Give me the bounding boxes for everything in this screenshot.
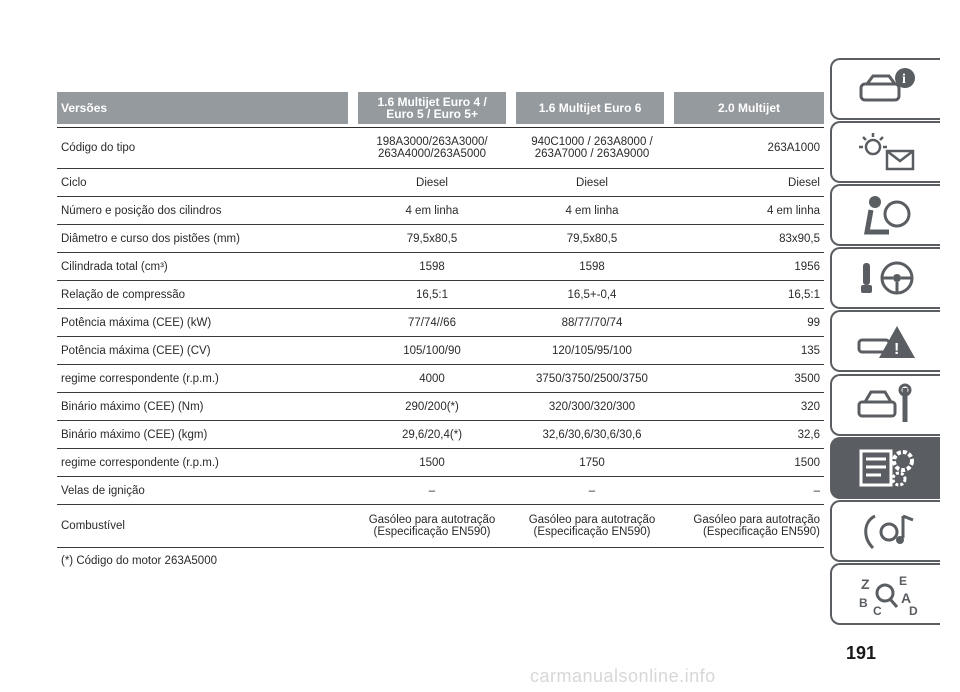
row-value: 1598	[419, 260, 445, 273]
table-row	[57, 505, 824, 548]
row-label: Relação de compressão	[61, 288, 186, 301]
svg-text:E: E	[899, 574, 908, 588]
row-value: 4 em linha	[405, 204, 459, 217]
svg-text:i: i	[902, 72, 906, 87]
row-value: 32,6/30,6/30,6/30,6	[542, 428, 642, 441]
row-label: Potência máxima (CEE) (CV)	[61, 344, 211, 357]
table-row	[57, 337, 824, 365]
row-value: Gasóleo para autotração (Especificação EN590)	[368, 514, 496, 538]
svg-text:Z: Z	[861, 576, 870, 592]
row-label: Combustível	[61, 520, 125, 532]
watermark: carmanualsonline.info	[530, 666, 716, 686]
row-value: 198A3000/263A3000/ 263A4000/263A5000	[376, 136, 488, 160]
header-versions: Versões	[57, 92, 348, 124]
row-value: 3500	[794, 372, 820, 385]
sidebar-tab-accident-warning[interactable]	[830, 310, 940, 372]
row-value: 16,5+-0,4	[567, 288, 617, 301]
svg-text:D: D	[909, 604, 918, 617]
row-value: 4000	[419, 372, 445, 385]
row-value: 77/74//66	[408, 316, 456, 329]
row-value: 120/105/95/100	[552, 344, 632, 357]
row-value: –	[813, 484, 820, 497]
sidebar-tab-multimedia[interactable]	[830, 500, 940, 562]
airbag-seat-icon	[851, 192, 921, 238]
svg-text:C: C	[873, 604, 882, 617]
row-value: Gasóleo para autotração (Especificação EN590)	[528, 514, 656, 538]
table-row	[57, 253, 824, 281]
table-row	[57, 449, 824, 477]
row-value: 1956	[794, 260, 820, 273]
row-value: 1500	[794, 456, 820, 469]
row-value: 1750	[579, 456, 605, 469]
row-label: regime correspondente (r.p.m.)	[61, 372, 219, 385]
table-row	[57, 393, 824, 421]
row-value: 320/300/320/300	[548, 400, 636, 413]
header-col-1: 1.6 Multijet Euro 4 / Euro 5 / Euro 5+	[358, 92, 506, 124]
row-value: 940C1000 / 263A8000 / 263A7000 / 263A9000	[531, 136, 653, 160]
row-label: Número e posição dos cilindros	[61, 204, 222, 217]
technical-data-icon	[851, 445, 921, 491]
row-value: –	[588, 484, 596, 497]
table-row	[57, 197, 824, 225]
header-col-3: 2.0 Multijet	[674, 92, 824, 124]
row-value: 16,5:1	[416, 288, 448, 301]
row-label: Ciclo	[61, 176, 87, 189]
row-value: 4 em linha	[565, 204, 619, 217]
row-value: 3750/3750/2500/3750	[536, 372, 648, 385]
row-value: Gasóleo para autotração (Especificação EN590)	[693, 514, 820, 538]
table-header	[57, 92, 824, 124]
row-label: Cilindrada total (cm³)	[61, 260, 168, 273]
row-value: 88/77/70/74	[561, 316, 623, 329]
row-value: 1598	[579, 260, 605, 273]
footnote: (*) Código do motor 263A5000	[61, 555, 217, 567]
page-number: 191	[846, 643, 877, 663]
table-row	[57, 225, 824, 253]
row-value: 1500	[419, 456, 445, 469]
table-row	[57, 309, 824, 337]
row-value: Diesel	[576, 176, 608, 189]
row-label: Potência máxima (CEE) (kW)	[61, 316, 212, 329]
table-row	[57, 169, 824, 197]
row-value: Diesel	[416, 176, 448, 189]
row-label: Binário máximo (CEE) (kgm)	[61, 428, 208, 441]
steering-key-icon	[851, 255, 921, 301]
sidebar-tab-airbag-seat[interactable]	[830, 184, 940, 246]
row-value: 83x90,5	[779, 232, 820, 245]
row-value: 79,5x80,5	[406, 232, 458, 245]
accident-warning-icon	[851, 318, 921, 364]
row-label: Diâmetro e curso dos pistões (mm)	[61, 232, 240, 245]
row-label: Código do tipo	[61, 142, 136, 154]
alphabetical-index-icon	[851, 571, 921, 617]
row-value: 16,5:1	[788, 288, 820, 301]
row-label: regime correspondente (r.p.m.)	[61, 456, 219, 469]
table-row	[57, 128, 824, 169]
car-maintenance-icon	[851, 382, 921, 428]
row-value: 263A1000	[767, 142, 820, 154]
row-label: Binário máximo (CEE) (Nm)	[61, 400, 204, 413]
svg-text:B: B	[859, 596, 868, 610]
table-row	[57, 281, 824, 309]
car-info-icon	[851, 66, 921, 112]
sidebar-tab-steering-key[interactable]	[830, 247, 940, 309]
multimedia-icon	[851, 508, 921, 554]
row-value: 4 em linha	[766, 204, 820, 217]
row-value: 79,5x80,5	[566, 232, 618, 245]
sidebar-tab-technical-data[interactable]	[830, 437, 940, 499]
row-value: Diesel	[788, 176, 820, 189]
svg-text:!: !	[894, 341, 900, 358]
row-value: 29,6/20,4(*)	[401, 428, 463, 441]
row-value: 135	[800, 344, 820, 357]
row-value: 320	[800, 400, 820, 413]
row-value: 99	[807, 316, 820, 329]
row-value: 32,6	[797, 428, 820, 441]
sidebar-tab-car-maintenance[interactable]	[830, 374, 940, 436]
warning-light-message-icon	[851, 129, 921, 175]
sidebar-tab-warning-light-message[interactable]	[830, 121, 940, 183]
sidebar-tab-alphabetical-index[interactable]	[830, 563, 940, 625]
row-value: 290/200(*)	[405, 400, 459, 413]
table-row	[57, 421, 824, 449]
header-col-2: 1.6 Multijet Euro 6	[516, 92, 664, 124]
sidebar-tab-car-info[interactable]	[830, 58, 940, 120]
svg-text:A: A	[901, 590, 912, 606]
row-value: 105/100/90	[403, 344, 461, 357]
row-value: –	[428, 484, 436, 497]
table-row	[57, 477, 824, 505]
table-row	[57, 365, 824, 393]
row-label: Velas de ignição	[61, 484, 145, 497]
specs-table	[57, 92, 824, 567]
